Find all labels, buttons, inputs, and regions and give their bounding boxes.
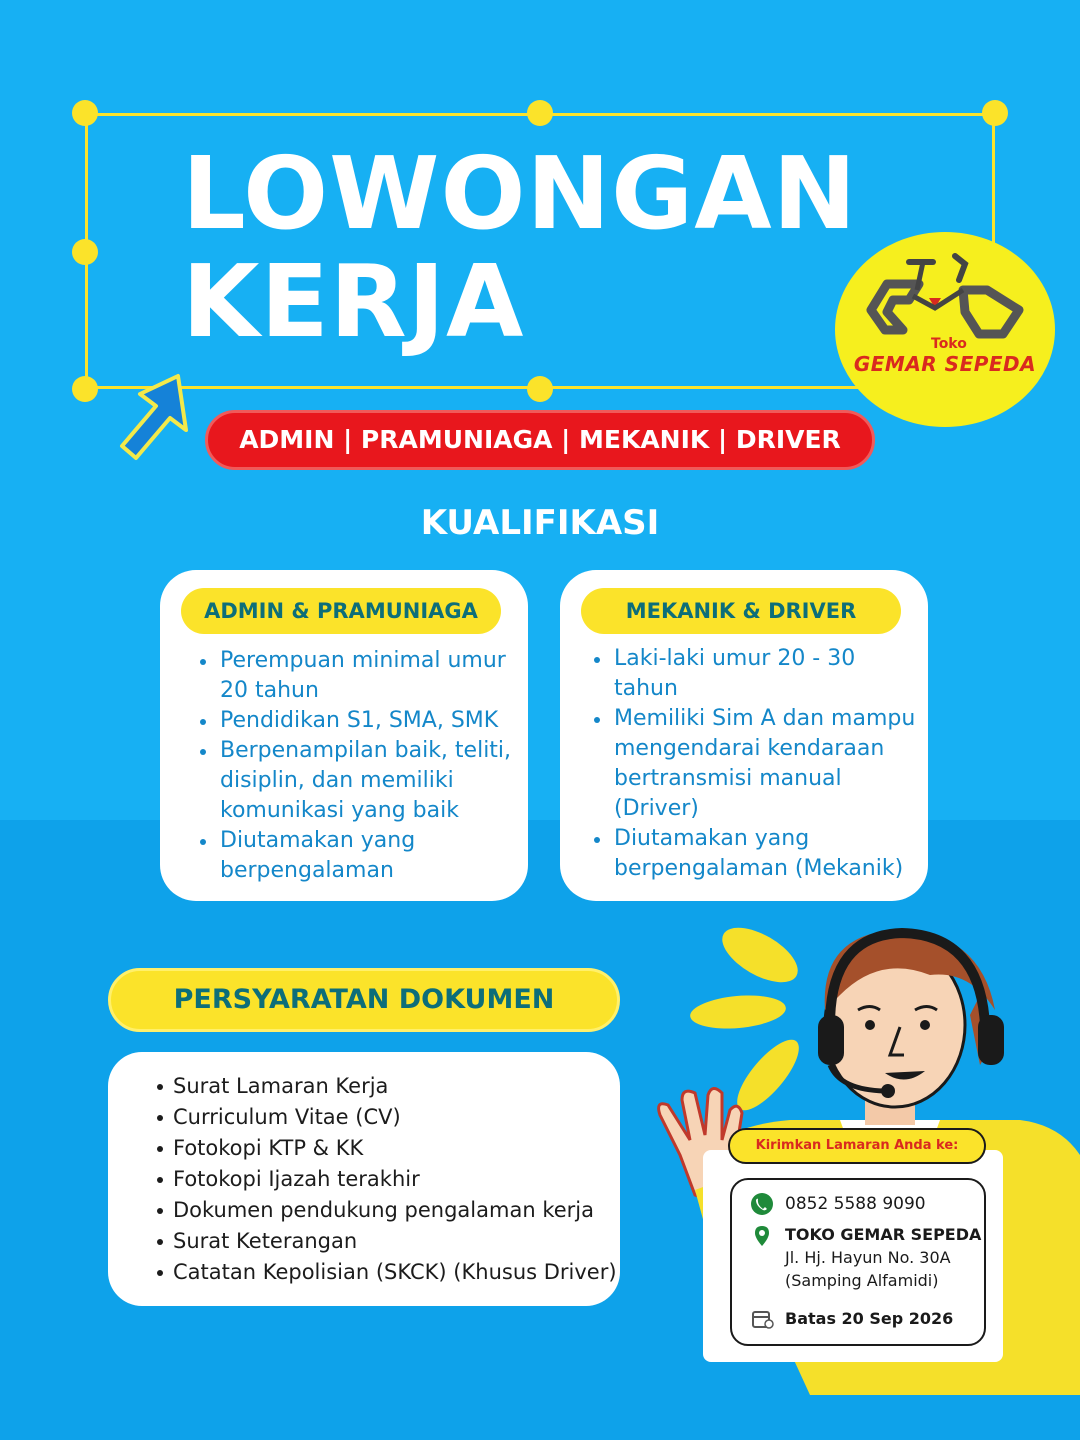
page-title (182, 135, 858, 360)
documents-title: PERSYARATAN DOKUMEN (108, 968, 620, 1032)
bicycle-logo-icon (863, 250, 1027, 340)
frame-handle (72, 100, 98, 126)
location-pin-icon (754, 1225, 770, 1247)
list-item: Diutamakan yang berpengalaman (Mekanik) (592, 824, 918, 884)
frame-handle (527, 100, 553, 126)
list-item: Pendidikan S1, SMA, SMK (198, 706, 518, 736)
title-line-2: KERJA (182, 243, 525, 360)
store-logo (835, 232, 1055, 427)
list-item: Laki-laki umur 20 - 30 tahun (592, 644, 918, 704)
list-item: Berpenampilan baik, teliti, disiplin, dan memiliki komunikasi yang baik (198, 736, 518, 826)
contact-store-name: TOKO GEMAR SEPEDA (785, 1225, 982, 1244)
qualification-card-title: ADMIN & PRAMUNIAGA (181, 588, 501, 634)
cursor-arrow-icon (110, 368, 200, 464)
list-item: Fotokopi Ijazah terakhir (155, 1164, 617, 1195)
list-item: Catatan Kepolisian (SKCK) (Khusus Driver) (155, 1257, 617, 1288)
documents-list (155, 1071, 617, 1288)
logo-toko-text: Toko (931, 336, 967, 352)
frame-handle (72, 376, 98, 402)
calendar-icon (752, 1309, 774, 1329)
qualification-card-title: MEKANIK & DRIVER (581, 588, 901, 634)
contact-address-line-2: (Samping Alfamidi) (785, 1271, 939, 1290)
frame-handle (527, 376, 553, 402)
qualification-list-admin (198, 646, 518, 886)
list-item: Curriculum Vitae (CV) (155, 1102, 617, 1133)
qualification-list-mekanik (592, 644, 918, 884)
contact-deadline: Batas 20 Sep 2026 (785, 1309, 954, 1328)
contact-phone: 0852 5588 9090 (785, 1194, 926, 1214)
list-item: Fotokopi KTP & KK (155, 1133, 617, 1164)
phone-icon (751, 1193, 773, 1215)
contact-heading: Kirimkan Lamaran Anda ke: (728, 1128, 986, 1164)
list-item: Memiliki Sim A dan mampu mengendarai kendaraan bertransmisi manual (Driver) (592, 704, 918, 824)
positions-banner: ADMIN | PRAMUNIAGA | MEKANIK | DRIVER (205, 410, 875, 470)
contact-address-line-1: Jl. Hj. Hayun No. 30A (785, 1248, 951, 1267)
frame-handle (72, 239, 98, 265)
logo-store-name: GEMAR SEPEDA (853, 352, 1037, 376)
frame-handle (982, 100, 1008, 126)
list-item: Surat Keterangan (155, 1226, 617, 1257)
list-item: Dokumen pendukung pengalaman kerja (155, 1195, 617, 1226)
list-item: Diutamakan yang berpengalaman (198, 826, 518, 886)
list-item: Perempuan minimal umur 20 tahun (198, 646, 518, 706)
qualifications-title: KUALIFIKASI (420, 503, 660, 543)
title-line-1: LOWONGAN (182, 135, 858, 252)
list-item: Surat Lamaran Kerja (155, 1071, 617, 1102)
